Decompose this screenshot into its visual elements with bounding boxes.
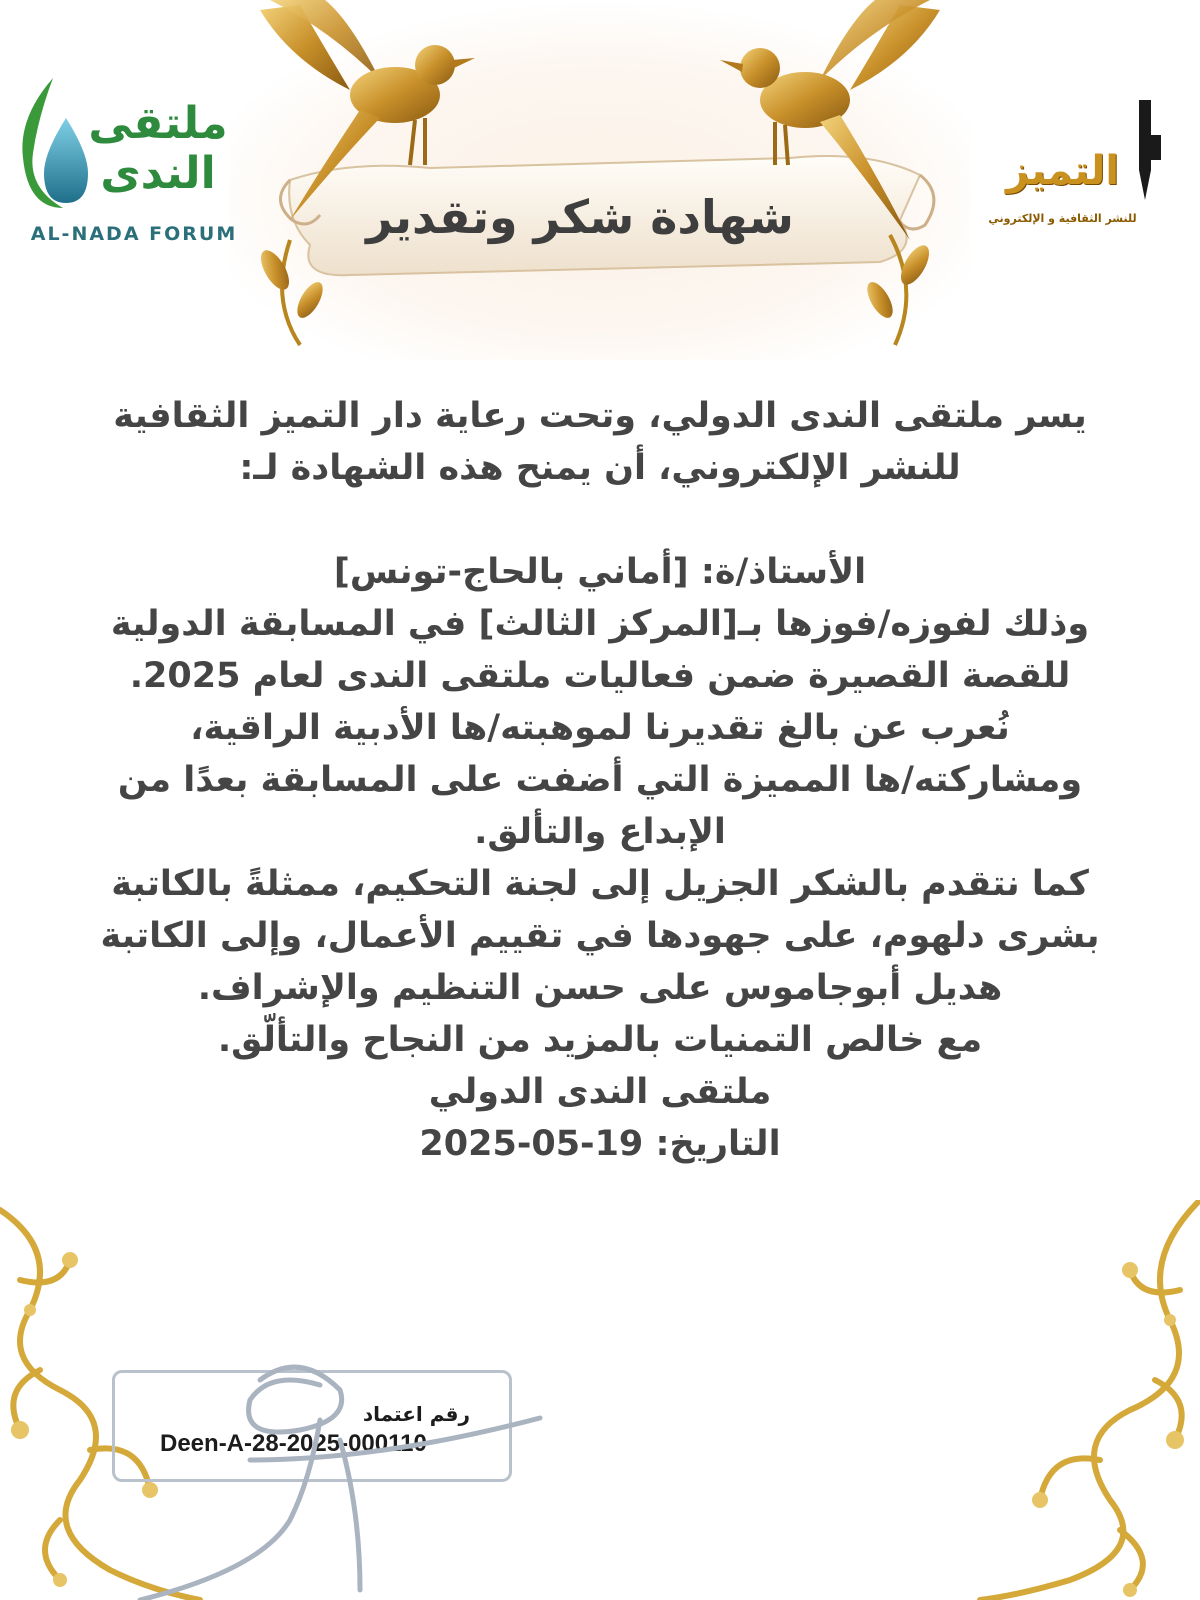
tamayoz-wordmark: التميز xyxy=(1005,148,1120,194)
date-label: التاريخ: xyxy=(655,1124,781,1164)
gold-ornament-right xyxy=(920,1200,1200,1600)
certificate-title: شهادة شكر وتقدير xyxy=(366,190,794,244)
body-line: الإبداع والتألق. xyxy=(474,812,726,852)
date-value: 2025-05-19 xyxy=(419,1124,644,1164)
tamayoz-subtitle: للنشر الثقافية و الإلكتروني xyxy=(988,212,1137,225)
body-line: للقصة القصيرة ضمن فعاليات ملتقى الندى لعام 2025. xyxy=(129,656,1071,696)
date-line xyxy=(70,1118,1130,1170)
body-line: نُعرب عن بالغ تقديرنا لموهبته/ها الأدبية الراقية، xyxy=(190,708,1010,748)
signature-scribble xyxy=(120,1360,560,1600)
accreditation-code: Deen-A-28-2025-000110 xyxy=(160,1430,427,1457)
body-line: يسر ملتقى الندى الدولي، وتحت رعاية دار التميز الثقافية xyxy=(113,396,1087,436)
body-line: للنشر الإلكتروني، أن يمنح هذه الشهادة لـ: xyxy=(239,448,961,488)
logo-word-multaqa: ملتقى xyxy=(88,98,228,149)
al-tamayoz-logo xyxy=(975,100,1175,240)
certificate-body xyxy=(70,390,1130,1170)
body-line: بشرى دلهوم، على جهودها في تقييم الأعمال، وإلى الكاتبة xyxy=(100,916,1100,956)
logo-word-alnada: الندى xyxy=(100,148,216,199)
body-line: هديل أبوجاموس على حسن التنظيم والإشراف. xyxy=(197,968,1003,1008)
logo-latin-text: AL-NADA FORUM xyxy=(30,223,238,245)
body-line: مع خالص التمنيات بالمزيد من النجاح والتألّق. xyxy=(217,1020,983,1060)
accreditation-label: رقم اعتماد xyxy=(362,1402,470,1426)
water-drop-icon xyxy=(8,78,98,218)
recipient-line: الأستاذ/ة: [أماني بالحاج-تونس] xyxy=(333,552,867,592)
signatory-line: ملتقى الندى الدولي xyxy=(428,1072,772,1112)
body-line: وذلك لفوزه/فوزها بـ[المركز الثالث] في المسابقة الدولية xyxy=(110,604,1090,644)
banner-birds-illustration xyxy=(230,0,970,360)
body-line: كما نتقدم بالشكر الجزيل إلى لجنة التحكيم، ممثلةً بالكاتبة xyxy=(111,864,1089,904)
al-nada-forum-logo xyxy=(8,78,248,258)
body-line: ومشاركته/ها المميزة التي أضفت على المسابقة بعدًا من xyxy=(117,760,1083,800)
body-spacer xyxy=(70,494,1130,546)
